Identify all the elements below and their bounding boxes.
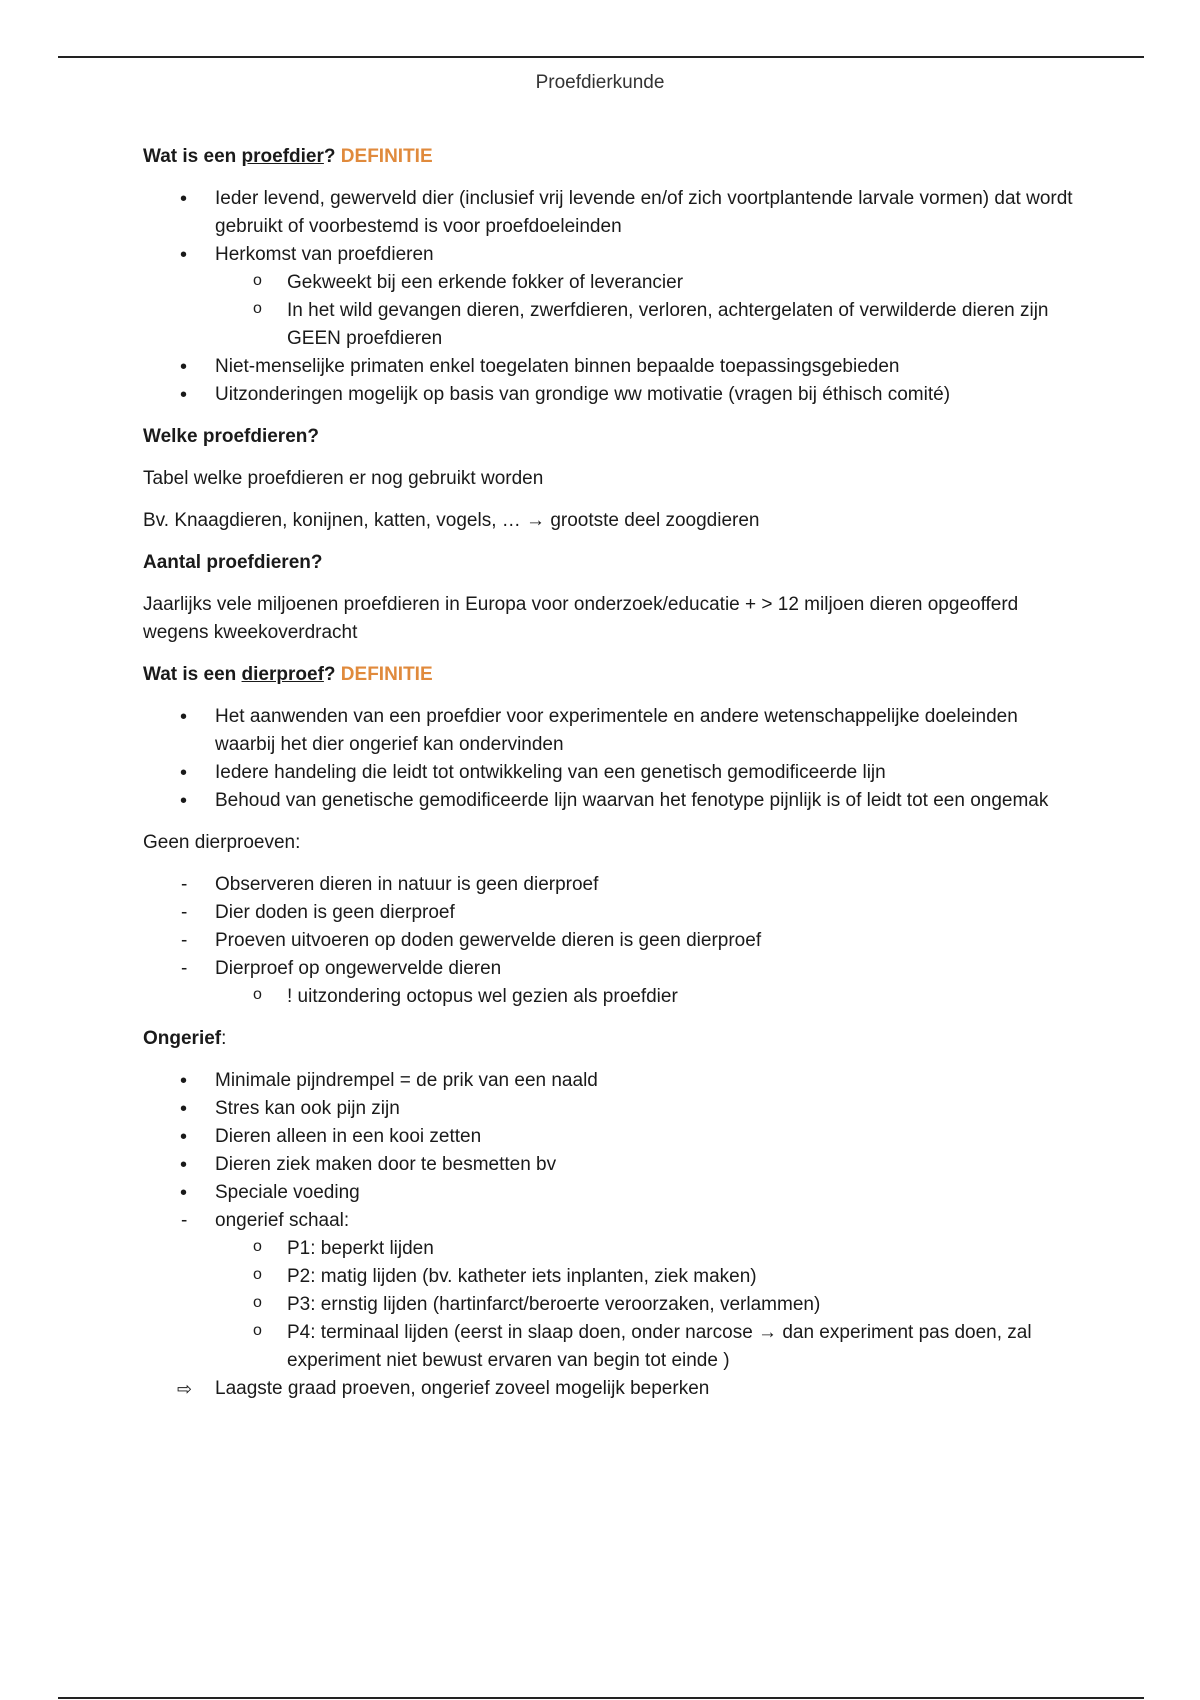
list-item: • Minimale pijndrempel = de prik van een naald [143, 1067, 1083, 1095]
list-item: • Behoud van genetische gemodificeerde lijn waarvan het fenotype pijnlijk is of leidt tot een ongemak [143, 787, 1083, 815]
heading-proefdier: Wat is een proefdier? DEFINITIE [143, 146, 433, 167]
heading-aantal-proefdieren: Aantal proefdieren? [143, 552, 323, 573]
list-item: • Dieren ziek maken door te besmetten bv [143, 1151, 1083, 1179]
header-rule [58, 56, 1144, 58]
sub-list-item: o P4: terminaal lijden (eerst in slaap doen, onder narcose → dan experiment pas doen, zal experiment niet bewust ervaren van begin tot einde ) [143, 1319, 1083, 1375]
list-item: • Niet-menselijke primaten enkel toegelaten binnen bepaalde toepassingsgebieden [143, 353, 1083, 381]
sub-list-item: o In het wild gevangen dieren, zwerfdieren, verloren, achtergelaten of verwilderde dieren zijn GEEN proefdieren [143, 297, 1083, 353]
term-dierproef: dierproef [241, 664, 324, 685]
geen-dierproeven-list [143, 871, 1083, 1011]
page-title: Proefdierkunde [535, 72, 665, 93]
sub-list-item: o ! uitzondering octopus wel gezien als proefdier [143, 983, 1083, 1011]
ongerief-list [143, 1067, 1083, 1403]
sub-list-item: o P1: beperkt lijden [143, 1235, 1083, 1263]
list-item: - ongerief schaal: [143, 1207, 1083, 1235]
definitie-tag: DEFINITIE [340, 146, 433, 167]
list-item: - Proeven uitvoeren op doden gewervelde dieren is geen dierproef [143, 927, 1083, 955]
list-item: • Stres kan ook pijn zijn [143, 1095, 1083, 1123]
list-item: • Speciale voeding [143, 1179, 1083, 1207]
paragraph: Bv. Knaagdieren, konijnen, katten, vogels, … → grootste deel zoogdieren [143, 510, 760, 531]
heading-ongerief: Ongerief: [143, 1028, 227, 1049]
definitie-tag: DEFINITIE [340, 664, 433, 685]
sub-list-item: o Gekweekt bij een erkende fokker of leverancier [143, 269, 1083, 297]
dierproef-list [143, 703, 1083, 815]
paragraph: Jaarlijks vele miljoenen proefdieren in Europa voor onderzoek/educatie + > 12 miljoen dieren opgeofferd wegens kweekoverdracht [143, 594, 1019, 643]
list-item: • Dieren alleen in een kooi zetten [143, 1123, 1083, 1151]
proefdier-list [143, 185, 1083, 409]
list-item: • Herkomst van proefdieren [143, 241, 1083, 269]
list-item: - Dierproef op ongewervelde dieren [143, 955, 1083, 983]
list-item: • Uitzonderingen mogelijk op basis van grondige ww motivatie (vragen bij éthisch comité) [143, 381, 1083, 409]
paragraph: Tabel welke proefdieren er nog gebruikt worden [143, 468, 544, 489]
document-body [143, 143, 1083, 1417]
heading-welke-proefdieren: Welke proefdieren? [143, 426, 319, 447]
heading-dierproef: Wat is een dierproef? DEFINITIE [143, 664, 433, 685]
list-item: - Dier doden is geen dierproef [143, 899, 1083, 927]
list-item: - Observeren dieren in natuur is geen dierproef [143, 871, 1083, 899]
list-item: • Ieder levend, gewerveld dier (inclusief vrij levende en/of zich voortplantende larvale vormen) dat wordt gebruikt of voorbestemd is voor proefdoeleinden [143, 185, 1083, 241]
list-item: • Het aanwenden van een proefdier voor experimentele en andere wetenschappelijke doeleinden waarbij het dier ongerief kan ondervinden [143, 703, 1083, 759]
paragraph: Geen dierproeven: [143, 832, 301, 853]
sub-list-item: o P2: matig lijden (bv. katheter iets inplanten, ziek maken) [143, 1263, 1083, 1291]
conclusion-item: ⇨ Laagste graad proeven, ongerief zoveel mogelijk beperken [143, 1375, 1083, 1403]
list-item: • Iedere handeling die leidt tot ontwikkeling van een genetisch gemodificeerde lijn [143, 759, 1083, 787]
term-proefdier: proefdier [241, 146, 324, 167]
sub-list-item: o P3: ernstig lijden (hartinfarct/beroerte veroorzaken, verlammen) [143, 1291, 1083, 1319]
footer-rule [58, 1697, 1144, 1699]
